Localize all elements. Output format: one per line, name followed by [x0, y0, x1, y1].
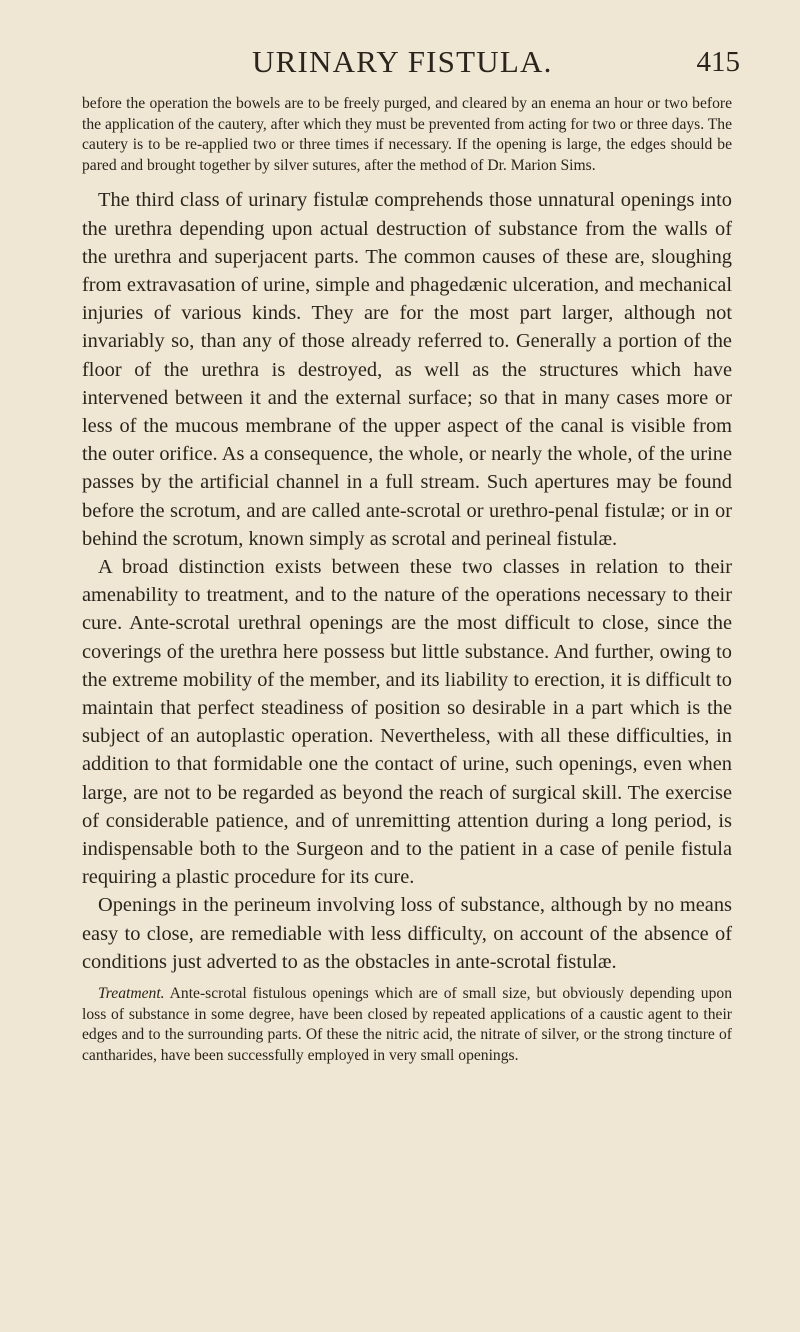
- paragraph-third-class: The third class of urinary fistulæ comprehends those unnatural openings into the urethra depending upon actual destruction of substance from the walls of the urethra and superjacent parts. The common causes of these are, sloughing from extravasation of urine, simple and phagedænic ulceration, and mechanical injuries of various kinds. They are for the most part larger, although not invariably so, than any of those already referred to. Generally a portion of the floor of the urethra is destroyed, as well as the structures which have intervened between it and the external surface; so that in many cases more or less of the mucous membrane of the upper aspect of the canal is visible from the outer orifice. As a consequence, the whole, or nearly the whole, of the urine passes by the artificial channel in a full stream. Such apertures may be found before the scrotum, and are called ante-scrotal or urethro-penal fistulæ; or in or behind the scrotum, known simply as scrotal and perineal fistulæ.: [82, 189, 732, 550]
- paragraph-perineum-openings: Openings in the perineum involving loss of substance, although by no means easy to close, are remediable with less difficulty, on account of the absence of conditions just adverted to as the obstacles in ante-scrotal fistulæ.: [82, 894, 732, 973]
- treatment-label: Treatment.: [98, 985, 165, 1003]
- treatment-text: Ante-scrotal fistulous openings which are of small size, but obviously depending upon loss of substance in some degree, have been closed by repeated applications of a caustic agent to their edges and to the surrounding parts. Of these the nitric acid, the nitrate of silver, or the strong tincture of cantharides, have been successfully employed in very small openings.: [82, 985, 732, 1064]
- running-title: URINARY FISTULA.: [252, 44, 553, 79]
- page-header: [82, 44, 740, 94]
- paragraph-broad-distinction: A broad distinction exists between these two classes in relation to their amenability to treatment, and to the nature of the operations necessary to their cure. Ante-scrotal urethral openings are the most difficult to close, since the coverings of the urethra here possess but little substance. And further, owing to the extreme mobility of the member, and its liability to erection, it is difficult to maintain that perfect steadiness of position so desirable in a part which is the subject of an autoplastic operation. Nevertheless, with all these difficulties, in addition to that formidable one the contact of urine, such openings, even when large, are not to be regarded as beyond the reach of surgical skill. The exercise of considerable patience, and of unremitting attention during a long period, is indispensable both to the Surgeon and to the patient in a case of penile fistula requiring a plastic procedure for its cure.: [82, 556, 732, 889]
- paragraph-treatment: [82, 984, 732, 1066]
- page-number: 415: [696, 46, 740, 78]
- paragraph-continued: before the operation the bowels are to be freely purged, and cleared by an enema an hour or two before the application of the cautery, after which they must be prevented from acting for two or three days. The cautery is to be re-applied two or three times if necessary. If the opening is large, the edges should be pared and brought together by silver sutures, after the method of Dr. Marion Sims.: [82, 95, 732, 174]
- book-page: [82, 44, 740, 1066]
